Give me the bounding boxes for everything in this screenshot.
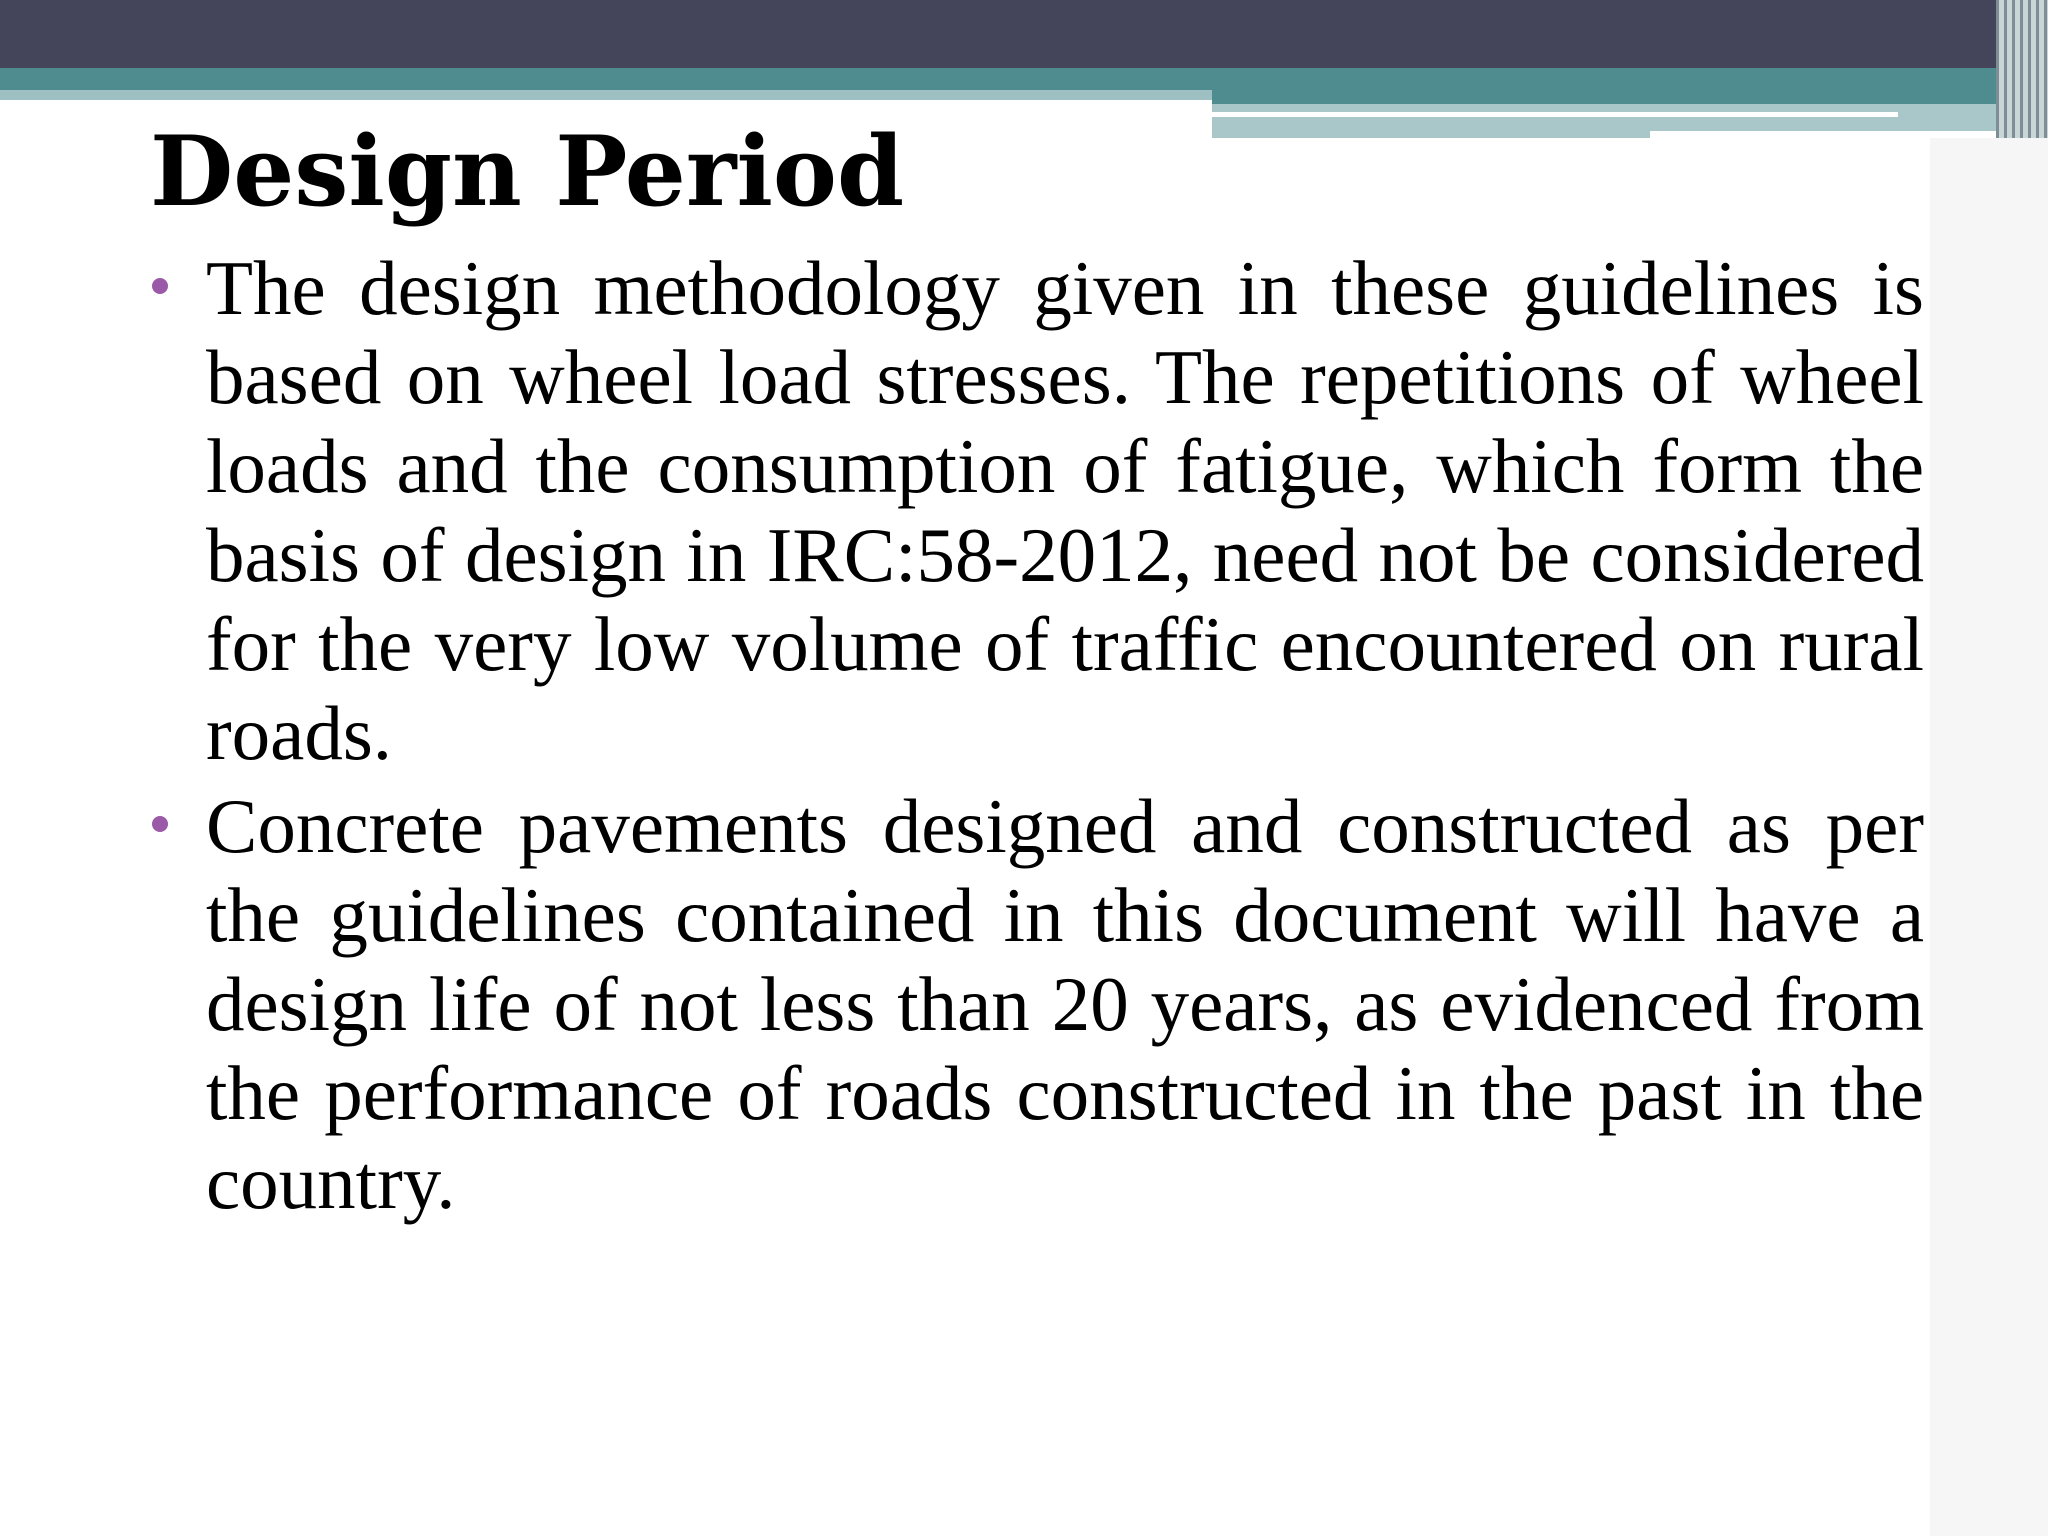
header-band-dark	[0, 0, 2048, 68]
header-band-teal	[0, 68, 2048, 90]
bullet-text: Concrete pavements designed and constructed as per the guidelines contained in this document will have a design life of not less than 20 years, as evidenced from the performance of roads constructed in the past in the country.	[206, 783, 1924, 1225]
header-corner-stripes	[1996, 0, 2048, 138]
bullet-item	[150, 782, 1924, 1227]
header-band-light-left	[0, 90, 1212, 100]
bullet-list	[150, 244, 1924, 1231]
bullet-item	[150, 244, 1924, 778]
header-band-teal-right	[1212, 90, 2048, 104]
slide-right-edge	[1930, 138, 2048, 1536]
bullet-dot-icon	[152, 816, 168, 832]
bullet-text: The design methodology given in these guidelines is based on wheel load stresses. The repetitions of wheel loads and the consumption of fatigue, which form the basis of design in IRC:58-2012, need not be considered for the very low volume of traffic encountered on rural roads.	[206, 245, 1924, 776]
bullet-dot-icon	[152, 278, 168, 294]
slide-title: Design Period	[150, 115, 905, 228]
header-accent-line	[1212, 112, 1898, 117]
header-accent-line-short	[1650, 131, 2048, 138]
